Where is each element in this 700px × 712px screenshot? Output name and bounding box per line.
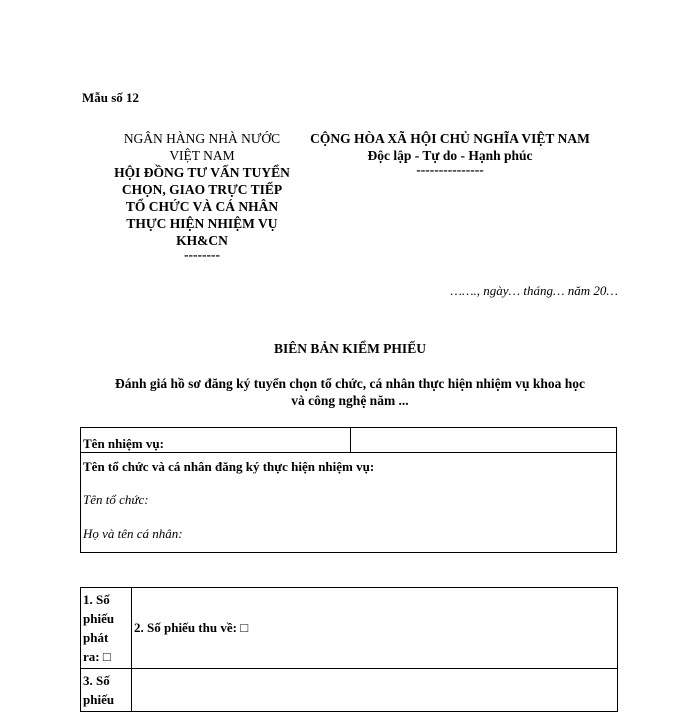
row3-value-cell: [132, 669, 618, 712]
document-subtitle: [82, 375, 618, 409]
task-info-table: [80, 427, 617, 553]
council-name-line1: HỘI ĐỒNG TƯ VẤN TUYỂN: [114, 165, 290, 180]
task-name-label: Tên nhiệm vụ:: [83, 436, 164, 451]
council-name-line2: CHỌN, GIAO TRỰC TIẾP: [121, 182, 283, 197]
form-number: Mẫu số 12: [82, 90, 140, 105]
date-line: ……., ngày… tháng… năm 20…: [450, 283, 618, 298]
issued-label-line3: phát: [83, 630, 109, 645]
received-ballots-cell: [132, 588, 618, 669]
right-header-separator: ---------------: [416, 162, 484, 177]
person-name-label: Họ và tên cá nhân:: [83, 526, 183, 541]
country-name: CỘNG HÒA XÃ HỘI CHỦ NGHĨA VIỆT NAM: [310, 131, 590, 146]
task-name-cell: [81, 428, 351, 453]
agency-name-line2: VIỆT NAM: [169, 148, 235, 163]
subtitle-line2: và công nghệ năm ...: [291, 393, 409, 408]
row3-label-line1: 3. Số: [83, 673, 110, 688]
agency-name-line1: NGÂN HÀNG NHÀ NƯỚC: [123, 131, 281, 146]
council-name-line5: KH&CN: [176, 233, 228, 248]
national-motto-header: [290, 130, 610, 176]
national-motto: Độc lập - Tự do - Hạnh phúc: [367, 148, 533, 163]
council-name-line4: THỰC HIỆN NHIỆM VỤ: [126, 216, 278, 231]
received-ballots-label: 2. Số phiếu thu về: □: [134, 620, 249, 635]
issued-label-line4: ra: □: [83, 649, 111, 664]
org-name-label: Tên tổ chức:: [83, 492, 149, 507]
task-name-value-cell[interactable]: [351, 428, 617, 453]
issued-ballots-cell: [81, 588, 132, 669]
registrant-label: Tên tổ chức và cá nhân đăng ký thực hiện nhiệm vụ:: [83, 459, 375, 474]
registrant-cell: [81, 453, 617, 553]
row3-cell: [81, 669, 132, 712]
issuing-agency-header: [82, 130, 322, 261]
council-name-line3: TỔ CHỨC VÀ CÁ NHÂN: [125, 199, 279, 214]
subtitle-line1: Đánh giá hồ sơ đăng ký tuyển chọn tổ chức, cá nhân thực hiện nhiệm vụ khoa học: [114, 376, 586, 391]
left-header-separator: --------: [184, 247, 220, 262]
vote-count-table: [80, 587, 618, 712]
row3-label-line2: phiếu: [83, 692, 115, 707]
issued-label-line2: phiếu: [83, 611, 115, 626]
document-title: BIÊN BẢN KIỂM PHIẾU: [274, 341, 426, 356]
issued-label-line1: 1. Số: [83, 592, 110, 607]
